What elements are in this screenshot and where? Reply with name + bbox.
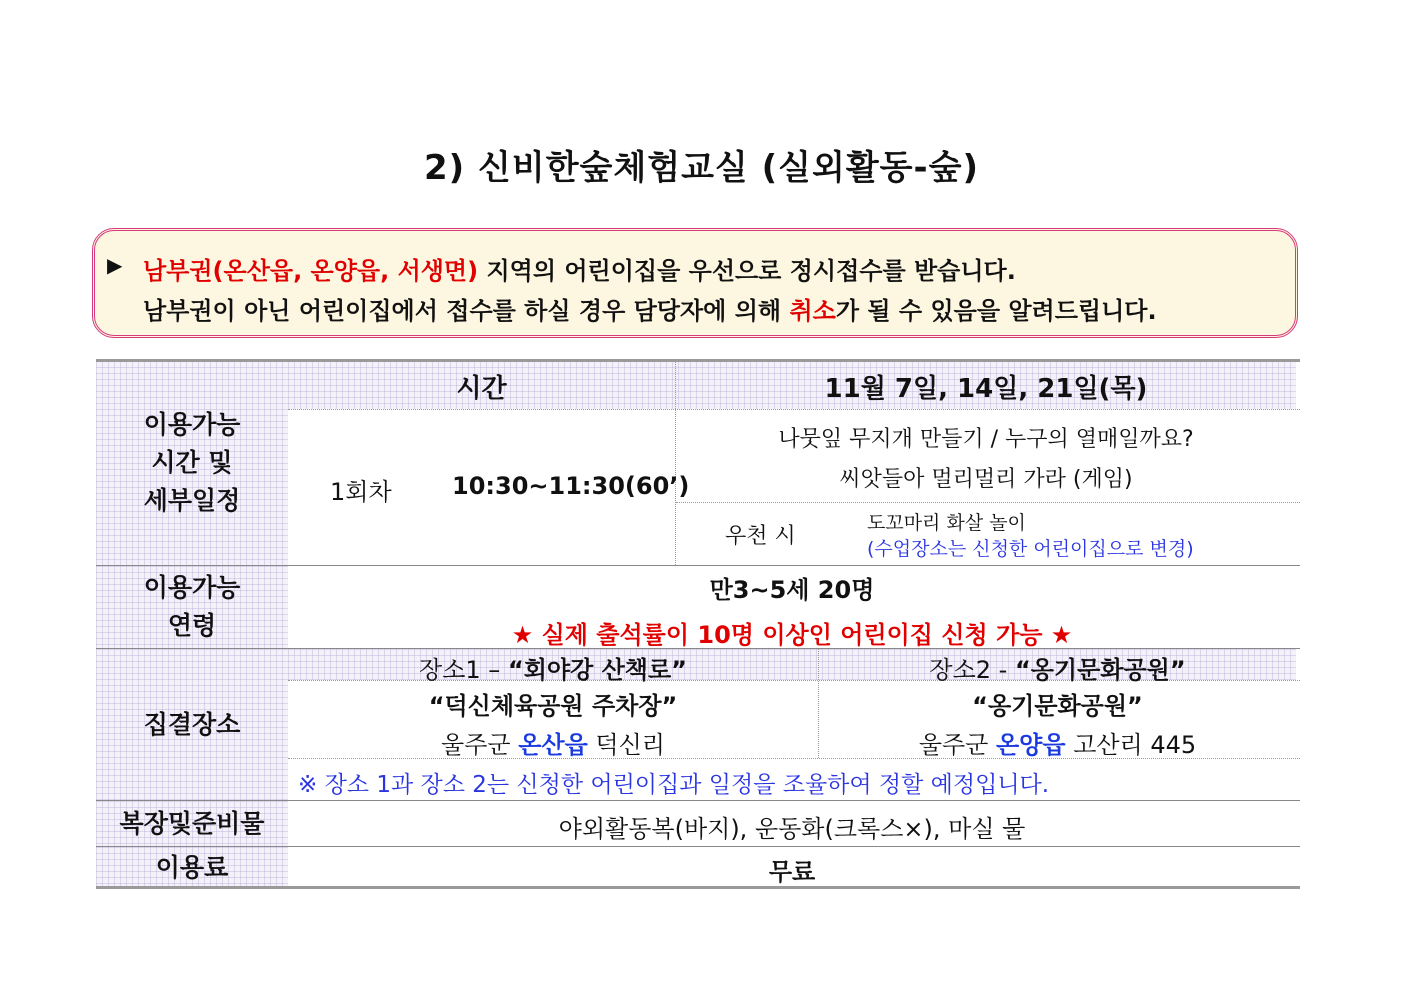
clothing-header: 복장및준비물 bbox=[96, 801, 288, 846]
address1-county: 울주군 bbox=[441, 731, 519, 759]
notice-box bbox=[92, 228, 1298, 338]
clothing-value: 야외활동복(바지), 운동화(크록스×), 마실 물 bbox=[558, 815, 1026, 843]
notice-line-2 bbox=[143, 291, 1157, 326]
divider bbox=[288, 409, 1300, 410]
divider bbox=[96, 800, 1300, 801]
place2-title bbox=[819, 650, 1296, 685]
place-note: ※ 장소 1과 장소 2는 신청한 어린이집과 일정을 조율하여 정할 예정입니다. bbox=[298, 772, 1050, 798]
activity-1: 나뭇잎 무지개 만들기 / 누구의 열매일까요? bbox=[778, 427, 1194, 452]
notice-line-2-text: 남부권이 아닌 어린이집에서 접수를 하실 경우 담당자에 의해 bbox=[143, 297, 790, 325]
place2-name: “옹기문화공원” bbox=[1014, 656, 1186, 684]
arrow-icon: ▶ bbox=[107, 253, 123, 277]
age-value: 만3~5세 20명 bbox=[709, 576, 875, 604]
schedule-dates: 11월 7일, 14일, 21일(목) bbox=[824, 374, 1148, 404]
address2-village: 고산리 445 bbox=[1065, 731, 1197, 759]
address1-village: 덕신리 bbox=[587, 731, 665, 759]
address2 bbox=[819, 725, 1296, 760]
meet1: “덕신체육공원 주차장” bbox=[428, 692, 678, 720]
place1-prefix: 장소1 – bbox=[419, 656, 508, 684]
place1-name: “회야강 산책로” bbox=[507, 656, 687, 684]
activity-2: 씨앗들아 멀리멀리 가라 (게임) bbox=[839, 467, 1133, 492]
place-header: 집결장소 bbox=[96, 649, 288, 800]
place2-prefix: 장소2 - bbox=[929, 656, 1015, 684]
place1-title bbox=[288, 650, 818, 685]
notice-line-1 bbox=[143, 251, 1016, 286]
table-top-border bbox=[96, 359, 1300, 362]
fee-value: 무료 bbox=[768, 858, 816, 886]
page-title: 2) 신비한숲체험교실 (실외활동-숲) bbox=[423, 148, 980, 188]
notice-cancel-highlight: 취소 bbox=[789, 297, 836, 325]
notice-line-2-end: 가 될 수 있음을 알려드립니다. bbox=[835, 297, 1157, 325]
rain-label: 우천 시 bbox=[725, 524, 796, 549]
address2-town: 온양읍 bbox=[996, 731, 1066, 759]
meet2: “옹기문화공원” bbox=[972, 692, 1143, 720]
fee-header: 이용료 bbox=[96, 847, 288, 888]
notice-region-highlight: 남부권(온산읍, 온양읍, 서생면) bbox=[143, 257, 479, 285]
rain-note: (수업장소는 신청한 어린이집으로 변경) bbox=[867, 538, 1194, 560]
schedule-header: 이용가능 시간 및 세부일정 bbox=[96, 361, 288, 565]
divider bbox=[96, 846, 1300, 847]
age-note: ★ 실제 출석률이 10명 이상인 어린이집 신청 가능 ★ bbox=[511, 621, 1073, 649]
rain-activity: 도꼬마리 화살 놀이 bbox=[867, 512, 1026, 534]
session-time: 10:30~11:30(60’) bbox=[452, 472, 690, 500]
time-label: 시간 bbox=[456, 374, 507, 404]
address1 bbox=[288, 725, 818, 760]
age-header: 이용가능 연령 bbox=[96, 566, 288, 648]
session-number: 1회차 bbox=[330, 478, 392, 506]
address1-town: 온산읍 bbox=[518, 731, 588, 759]
address2-county: 울주군 bbox=[918, 731, 996, 759]
notice-line-1-text: 지역의 어린이집을 우선으로 정시접수를 받습니다. bbox=[478, 257, 1016, 285]
divider bbox=[96, 565, 1300, 566]
divider bbox=[676, 502, 1300, 503]
